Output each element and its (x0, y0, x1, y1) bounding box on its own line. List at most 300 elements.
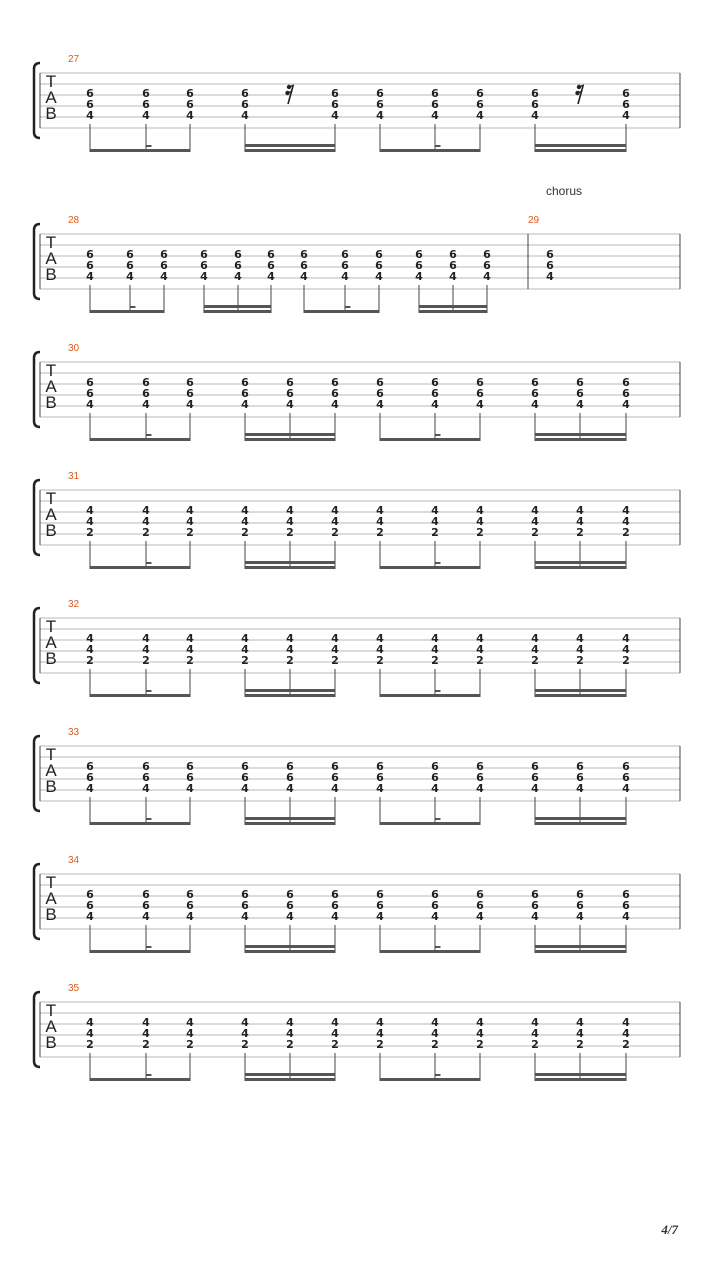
dot-marker (147, 690, 152, 692)
fret-number: 6 (576, 760, 584, 773)
fret-number: 4 (286, 643, 294, 656)
dot-marker (436, 690, 441, 692)
system-bracket (34, 224, 40, 299)
fret-number: 4 (476, 782, 484, 795)
fret-number: 4 (622, 398, 630, 411)
fret-number: 6 (286, 387, 294, 400)
sixteenth-beam (245, 689, 335, 692)
fret-number: 4 (576, 1016, 584, 1029)
fret-number: 6 (186, 899, 194, 912)
fret-number: 6 (622, 387, 630, 400)
fret-number: 4 (86, 504, 94, 517)
fret-number: 4 (142, 643, 150, 656)
fret-number: 2 (142, 654, 150, 667)
fret-number: 4 (576, 1027, 584, 1040)
fret-number: 6 (142, 98, 150, 111)
fret-number: 6 (186, 98, 194, 111)
eighth-beam (380, 822, 480, 825)
fret-number: 4 (142, 632, 150, 645)
fret-number: 6 (234, 259, 242, 272)
sixteenth-beam (535, 1078, 626, 1081)
fret-number: 6 (241, 888, 249, 901)
fret-number: 6 (476, 760, 484, 773)
fret-number: 4 (186, 515, 194, 528)
fret-number: 6 (160, 259, 168, 272)
fret-number: 6 (86, 376, 94, 389)
dot-marker (147, 1074, 152, 1076)
fret-number: 6 (142, 760, 150, 773)
fret-number: 2 (241, 1038, 249, 1051)
fret-number: 6 (622, 771, 630, 784)
fret-number: 4 (576, 504, 584, 517)
fret-number: 6 (286, 771, 294, 784)
fret-number: 2 (142, 526, 150, 539)
fret-number: 6 (331, 760, 339, 773)
fret-number: 6 (241, 771, 249, 784)
fret-number: 6 (86, 760, 94, 773)
fret-number: 4 (331, 643, 339, 656)
bar-number: 28 (68, 215, 80, 226)
fret-number: 4 (241, 1027, 249, 1040)
fret-number: 2 (431, 654, 439, 667)
fret-number: 4 (186, 109, 194, 122)
fret-number: 4 (86, 1027, 94, 1040)
fret-number: 4 (449, 270, 457, 283)
fret-number: 2 (286, 526, 294, 539)
sixteenth-beam (245, 561, 335, 564)
fret-number: 6 (431, 387, 439, 400)
sixteenth-beam (535, 945, 626, 948)
fret-number: 6 (476, 98, 484, 111)
fret-number: 4 (142, 1016, 150, 1029)
dot-marker (147, 946, 152, 948)
sixteenth-beam (535, 822, 626, 825)
fret-number: 4 (86, 1016, 94, 1029)
fret-number: 2 (86, 1038, 94, 1051)
tab-clef-letter: A (45, 88, 57, 107)
fret-number: 4 (476, 398, 484, 411)
fret-number: 4 (86, 109, 94, 122)
fret-number: 4 (286, 910, 294, 923)
tab-clef-letter: B (45, 777, 57, 796)
fret-number: 6 (341, 248, 349, 261)
fret-number: 2 (431, 1038, 439, 1051)
fret-number: 4 (286, 398, 294, 411)
sixteenth-beam (535, 950, 626, 953)
fret-number: 2 (531, 526, 539, 539)
fret-number: 4 (376, 109, 384, 122)
dot-marker (436, 1074, 441, 1076)
fret-number: 4 (431, 910, 439, 923)
fret-number: 4 (531, 1016, 539, 1029)
fret-number: 4 (241, 632, 249, 645)
fret-number: 4 (241, 109, 249, 122)
fret-number: 6 (160, 248, 168, 261)
fret-number: 6 (622, 87, 630, 100)
fret-number: 4 (531, 632, 539, 645)
fret-number: 4 (186, 632, 194, 645)
section-label: chorus (546, 184, 583, 198)
sixteenth-beam (204, 310, 271, 313)
fret-number: 4 (241, 398, 249, 411)
fret-number: 2 (476, 654, 484, 667)
system-bracket (34, 63, 40, 138)
fret-number: 4 (341, 270, 349, 283)
system-bracket (34, 352, 40, 427)
fret-number: 6 (341, 259, 349, 272)
fret-number: 6 (431, 98, 439, 111)
fret-number: 2 (286, 654, 294, 667)
fret-number: 4 (431, 504, 439, 517)
tab-clef-letter: B (45, 104, 57, 123)
fret-number: 6 (186, 760, 194, 773)
fret-number: 2 (576, 526, 584, 539)
dot-marker (147, 145, 152, 147)
sixteenth-beam (535, 561, 626, 564)
fret-number: 4 (186, 1027, 194, 1040)
eighth-beam (90, 1078, 190, 1081)
eighth-beam (90, 566, 190, 569)
fret-number: 4 (376, 1016, 384, 1029)
fret-number: 4 (622, 504, 630, 517)
system-bracket (34, 864, 40, 939)
fret-number: 4 (331, 782, 339, 795)
fret-number: 6 (241, 760, 249, 773)
fret-number: 6 (241, 87, 249, 100)
fret-number: 6 (300, 248, 308, 261)
fret-number: 6 (86, 259, 94, 272)
fret-number: 6 (375, 248, 383, 261)
fret-number: 2 (622, 654, 630, 667)
fret-number: 6 (415, 259, 423, 272)
tab-clef-letter: B (45, 649, 57, 668)
fret-number: 6 (241, 899, 249, 912)
fret-number: 6 (431, 376, 439, 389)
fret-number: 2 (531, 1038, 539, 1051)
fret-number: 4 (331, 398, 339, 411)
fret-number: 4 (531, 643, 539, 656)
fret-number: 4 (431, 515, 439, 528)
fret-number: 6 (531, 760, 539, 773)
fret-number: 4 (576, 782, 584, 795)
fret-number: 2 (476, 1038, 484, 1051)
fret-number: 4 (476, 1027, 484, 1040)
sixteenth-beam (535, 144, 626, 147)
fret-number: 6 (376, 387, 384, 400)
tab-clef-letter: T (45, 873, 57, 892)
fret-number: 4 (286, 1027, 294, 1040)
fret-number: 4 (476, 910, 484, 923)
fret-number: 4 (546, 270, 554, 283)
fret-number: 6 (142, 899, 150, 912)
dot-marker (147, 818, 152, 820)
fret-number: 6 (241, 376, 249, 389)
system-bracket (34, 480, 40, 555)
fret-number: 2 (622, 526, 630, 539)
fret-number: 4 (431, 398, 439, 411)
fret-number: 6 (622, 899, 630, 912)
system-bracket (34, 992, 40, 1067)
dot-marker (436, 818, 441, 820)
fret-number: 4 (531, 782, 539, 795)
sixteenth-beam (245, 950, 335, 953)
fret-number: 4 (376, 1027, 384, 1040)
fret-number: 4 (142, 109, 150, 122)
fret-number: 6 (531, 888, 539, 901)
tab-clef-letter: A (45, 249, 57, 268)
bar-number: 27 (68, 54, 80, 65)
dot-marker (147, 434, 152, 436)
sixteenth-beam (245, 817, 335, 820)
fret-number: 6 (376, 899, 384, 912)
fret-number: 4 (376, 504, 384, 517)
fret-number: 6 (331, 98, 339, 111)
fret-number: 4 (286, 632, 294, 645)
fret-number: 2 (142, 1038, 150, 1051)
fret-number: 6 (576, 387, 584, 400)
fret-number: 6 (126, 248, 134, 261)
fret-number: 6 (483, 248, 491, 261)
dot-marker (436, 434, 441, 436)
fret-number: 2 (186, 654, 194, 667)
sixteenth-beam (245, 945, 335, 948)
fret-number: 4 (376, 782, 384, 795)
fret-number: 6 (531, 87, 539, 100)
fret-number: 4 (476, 1016, 484, 1029)
fret-number: 6 (186, 87, 194, 100)
fret-number: 6 (546, 248, 554, 261)
fret-number: 6 (415, 248, 423, 261)
fret-number: 6 (200, 259, 208, 272)
tab-clef-letter: T (45, 617, 57, 636)
fret-number: 4 (622, 109, 630, 122)
fret-number: 6 (331, 376, 339, 389)
bar-number: 32 (68, 599, 80, 610)
fret-number: 6 (286, 899, 294, 912)
fret-number: 6 (476, 899, 484, 912)
fret-number: 4 (376, 643, 384, 656)
tab-clef-letter: A (45, 633, 57, 652)
fret-number: 6 (86, 771, 94, 784)
eighth-beam (380, 149, 480, 152)
fret-number: 4 (376, 515, 384, 528)
fret-number: 4 (331, 504, 339, 517)
tab-clef-letter: A (45, 1017, 57, 1036)
fret-number: 4 (576, 632, 584, 645)
fret-number: 6 (186, 387, 194, 400)
sixteenth-beam (245, 149, 335, 152)
fret-number: 6 (241, 98, 249, 111)
fret-number: 4 (331, 1016, 339, 1029)
fret-number: 4 (622, 515, 630, 528)
system-bracket (34, 736, 40, 811)
eighth-beam (380, 438, 480, 441)
tab-clef-letter: A (45, 505, 57, 524)
fret-number: 4 (376, 632, 384, 645)
fret-number: 4 (431, 109, 439, 122)
dot-marker (436, 562, 441, 564)
fret-number: 6 (86, 899, 94, 912)
fret-number: 6 (142, 387, 150, 400)
fret-number: 4 (286, 782, 294, 795)
fret-number: 4 (186, 782, 194, 795)
fret-number: 4 (476, 504, 484, 517)
fret-number: 6 (331, 387, 339, 400)
bar-number: 33 (68, 727, 80, 738)
fret-number: 6 (431, 888, 439, 901)
fret-number: 4 (186, 643, 194, 656)
fret-number: 4 (241, 643, 249, 656)
bar-number: 29 (528, 215, 540, 226)
fret-number: 4 (160, 270, 168, 283)
eighth-beam (90, 822, 190, 825)
sixteenth-rest-icon (285, 85, 294, 104)
eighth-beam (90, 310, 164, 313)
fret-number: 4 (286, 1016, 294, 1029)
fret-number: 4 (376, 910, 384, 923)
fret-number: 4 (142, 1027, 150, 1040)
sixteenth-beam (535, 689, 626, 692)
sixteenth-beam (535, 566, 626, 569)
fret-number: 2 (531, 654, 539, 667)
fret-number: 4 (286, 515, 294, 528)
fret-number: 6 (449, 248, 457, 261)
sixteenth-beam (204, 305, 271, 308)
fret-number: 4 (267, 270, 275, 283)
fret-number: 6 (531, 771, 539, 784)
sixteenth-rest-icon (575, 85, 584, 104)
sixteenth-beam (245, 1078, 335, 1081)
sixteenth-beam (245, 822, 335, 825)
page-number: 4/7 (661, 1222, 678, 1237)
fret-number: 4 (476, 515, 484, 528)
eighth-beam (90, 950, 190, 953)
fret-number: 2 (186, 1038, 194, 1051)
eighth-beam (90, 694, 190, 697)
fret-number: 6 (476, 87, 484, 100)
tab-clef-letter: T (45, 72, 57, 91)
fret-number: 4 (431, 632, 439, 645)
fret-number: 4 (576, 643, 584, 656)
tab-clef-letter: T (45, 489, 57, 508)
fret-number: 4 (331, 910, 339, 923)
fret-number: 4 (622, 910, 630, 923)
tab-clef-letter: A (45, 377, 57, 396)
fret-number: 2 (331, 1038, 339, 1051)
fret-number: 2 (376, 654, 384, 667)
eighth-beam (380, 566, 480, 569)
fret-number: 6 (531, 376, 539, 389)
fret-number: 2 (476, 526, 484, 539)
fret-number: 4 (241, 515, 249, 528)
fret-number: 2 (376, 1038, 384, 1051)
fret-number: 6 (142, 87, 150, 100)
fret-number: 6 (476, 376, 484, 389)
fret-number: 4 (186, 398, 194, 411)
fret-number: 4 (86, 632, 94, 645)
fret-number: 6 (546, 259, 554, 272)
fret-number: 4 (415, 270, 423, 283)
fret-number: 4 (331, 632, 339, 645)
sixteenth-beam (245, 1073, 335, 1076)
fret-number: 6 (86, 387, 94, 400)
fret-number: 4 (531, 910, 539, 923)
fret-number: 4 (331, 109, 339, 122)
fret-number: 6 (576, 888, 584, 901)
fret-number: 4 (375, 270, 383, 283)
sixteenth-beam (535, 438, 626, 441)
fret-number: 6 (126, 259, 134, 272)
fret-number: 6 (576, 899, 584, 912)
tab-clef-letter: T (45, 361, 57, 380)
fret-number: 6 (576, 771, 584, 784)
fret-number: 4 (576, 515, 584, 528)
fret-number: 4 (531, 398, 539, 411)
fret-number: 6 (476, 888, 484, 901)
fret-number: 4 (200, 270, 208, 283)
fret-number: 4 (531, 1027, 539, 1040)
bar-number: 31 (68, 471, 80, 482)
fret-number: 6 (86, 98, 94, 111)
dot-marker (436, 145, 441, 147)
fret-number: 6 (186, 376, 194, 389)
fret-number: 6 (431, 899, 439, 912)
fret-number: 6 (376, 98, 384, 111)
fret-number: 4 (622, 782, 630, 795)
fret-number: 6 (376, 760, 384, 773)
fret-number: 4 (126, 270, 134, 283)
fret-number: 2 (431, 526, 439, 539)
fret-number: 4 (86, 270, 94, 283)
fret-number: 6 (531, 899, 539, 912)
fret-number: 4 (142, 504, 150, 517)
sixteenth-beam (245, 144, 335, 147)
fret-number: 6 (431, 87, 439, 100)
fret-number: 4 (300, 270, 308, 283)
tab-clef-letter: T (45, 233, 57, 252)
sixteenth-beam (535, 1073, 626, 1076)
fret-number: 4 (86, 910, 94, 923)
fret-number: 6 (375, 259, 383, 272)
tab-clef-letter: B (45, 1033, 57, 1052)
fret-number: 4 (86, 515, 94, 528)
sixteenth-beam (535, 817, 626, 820)
fret-number: 6 (267, 248, 275, 261)
bar-number: 34 (68, 855, 80, 866)
fret-number: 2 (286, 1038, 294, 1051)
fret-number: 6 (331, 888, 339, 901)
fret-number: 4 (531, 504, 539, 517)
fret-number: 4 (186, 910, 194, 923)
tab-clef-letter: B (45, 265, 57, 284)
fret-number: 6 (531, 387, 539, 400)
fret-number: 6 (331, 899, 339, 912)
eighth-beam (380, 1078, 480, 1081)
tab-clef-letter: A (45, 889, 57, 908)
sixteenth-beam (245, 694, 335, 697)
fret-number: 2 (331, 526, 339, 539)
fret-number: 6 (300, 259, 308, 272)
fret-number: 4 (576, 398, 584, 411)
fret-number: 6 (622, 376, 630, 389)
fret-number: 6 (531, 98, 539, 111)
fret-number: 4 (331, 1027, 339, 1040)
fret-number: 4 (241, 1016, 249, 1029)
eighth-beam (90, 438, 190, 441)
fret-number: 2 (86, 654, 94, 667)
fret-number: 6 (331, 771, 339, 784)
fret-number: 4 (241, 782, 249, 795)
